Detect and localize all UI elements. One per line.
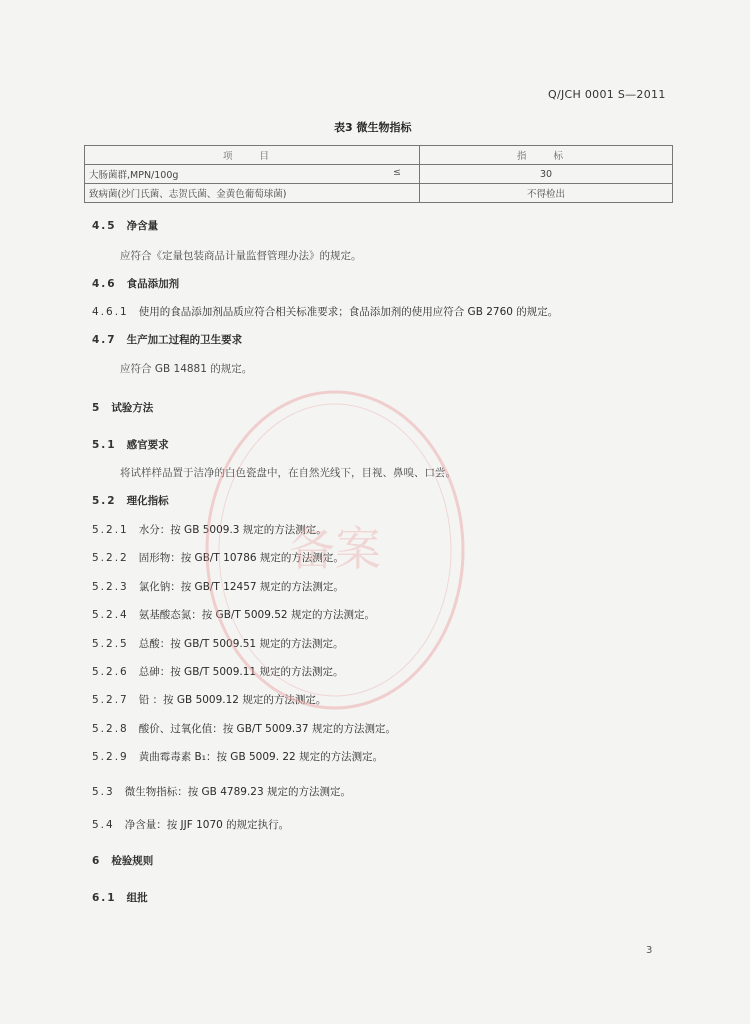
section-heading: 5 试验方法	[92, 402, 154, 414]
table-cell-item	[85, 184, 420, 203]
body-text: 将试样样品置于洁净的白色瓷盘中，在自然光线下，目视、鼻嗅、口尝。	[120, 467, 456, 479]
item-text: 致病菌(沙门氏菌、志贺氏菌、金黄色葡萄球菌)	[89, 189, 287, 200]
table-title: 表3 微生物指标	[334, 121, 412, 134]
clause-text: 4.6.1 使用的食品添加剂品质应符合相关标准要求；食品添加剂的使用应符合 GB 2760 的规定。	[92, 306, 559, 318]
page-number: 3	[646, 945, 653, 956]
item-text: 大肠菌群,MPN/100g	[89, 170, 179, 181]
table-cell-value: 30	[420, 165, 673, 184]
body-text: 应符合 GB 14881 的规定。	[120, 363, 253, 375]
operator-symbol: ≤	[393, 167, 401, 178]
clause-text: 5.2.1 水分：按 GB 5009.3 规定的方法测定。	[92, 524, 327, 536]
table-cell-item	[85, 165, 420, 184]
clause-text: 5.2.6 总砷：按 GB/T 5009.11 规定的方法测定。	[92, 666, 344, 678]
column-header-item: 项 目	[85, 146, 420, 165]
section-heading: 4.5 净含量	[92, 220, 159, 232]
section-heading: 6.1 组批	[92, 892, 148, 904]
standard-number: Q/JCH 0001 S—2011	[548, 88, 666, 101]
stamp-text: 备案	[289, 522, 381, 576]
table-row	[85, 184, 673, 203]
clause-text: 5.2.8 酸价、过氧化值：按 GB/T 5009.37 规定的方法测定。	[92, 723, 396, 735]
clause-text: 5.2.4 氨基酸态氮：按 GB/T 5009.52 规定的方法测定。	[92, 609, 375, 621]
body-text: 应符合《定量包装商品计量监督管理办法》的规定。	[120, 250, 362, 262]
clause-text: 5.2.9 黄曲霉毒素 B₁：按 GB 5009. 22 规定的方法测定。	[92, 751, 384, 763]
table-header-row	[85, 146, 673, 165]
section-heading: 4.6 食品添加剂	[92, 278, 180, 290]
clause-text: 5.3 微生物指标：按 GB 4789.23 规定的方法测定。	[92, 786, 351, 798]
table-row	[85, 165, 673, 184]
clause-text: 5.2.7 铅 ：按 GB 5009.12 规定的方法测定。	[92, 694, 327, 706]
microbial-table	[84, 145, 673, 203]
column-header-value: 指 标	[420, 146, 673, 165]
clause-text: 5.4 净含量：按 JJF 1070 的规定执行。	[92, 819, 290, 831]
clause-text: 5.2.5 总酸：按 GB/T 5009.51 规定的方法测定。	[92, 638, 344, 650]
section-heading: 6 检验规则	[92, 855, 154, 867]
section-heading: 5.1 感官要求	[92, 439, 169, 451]
table-cell-value: 不得检出	[420, 184, 673, 203]
section-heading: 5.2 理化指标	[92, 495, 169, 507]
clause-text: 5.2.2 固形物：按 GB/T 10786 规定的方法测定。	[92, 552, 344, 564]
section-heading: 4.7 生产加工过程的卫生要求	[92, 334, 243, 346]
clause-text: 5.2.3 氯化钠：按 GB/T 12457 规定的方法测定。	[92, 581, 344, 593]
